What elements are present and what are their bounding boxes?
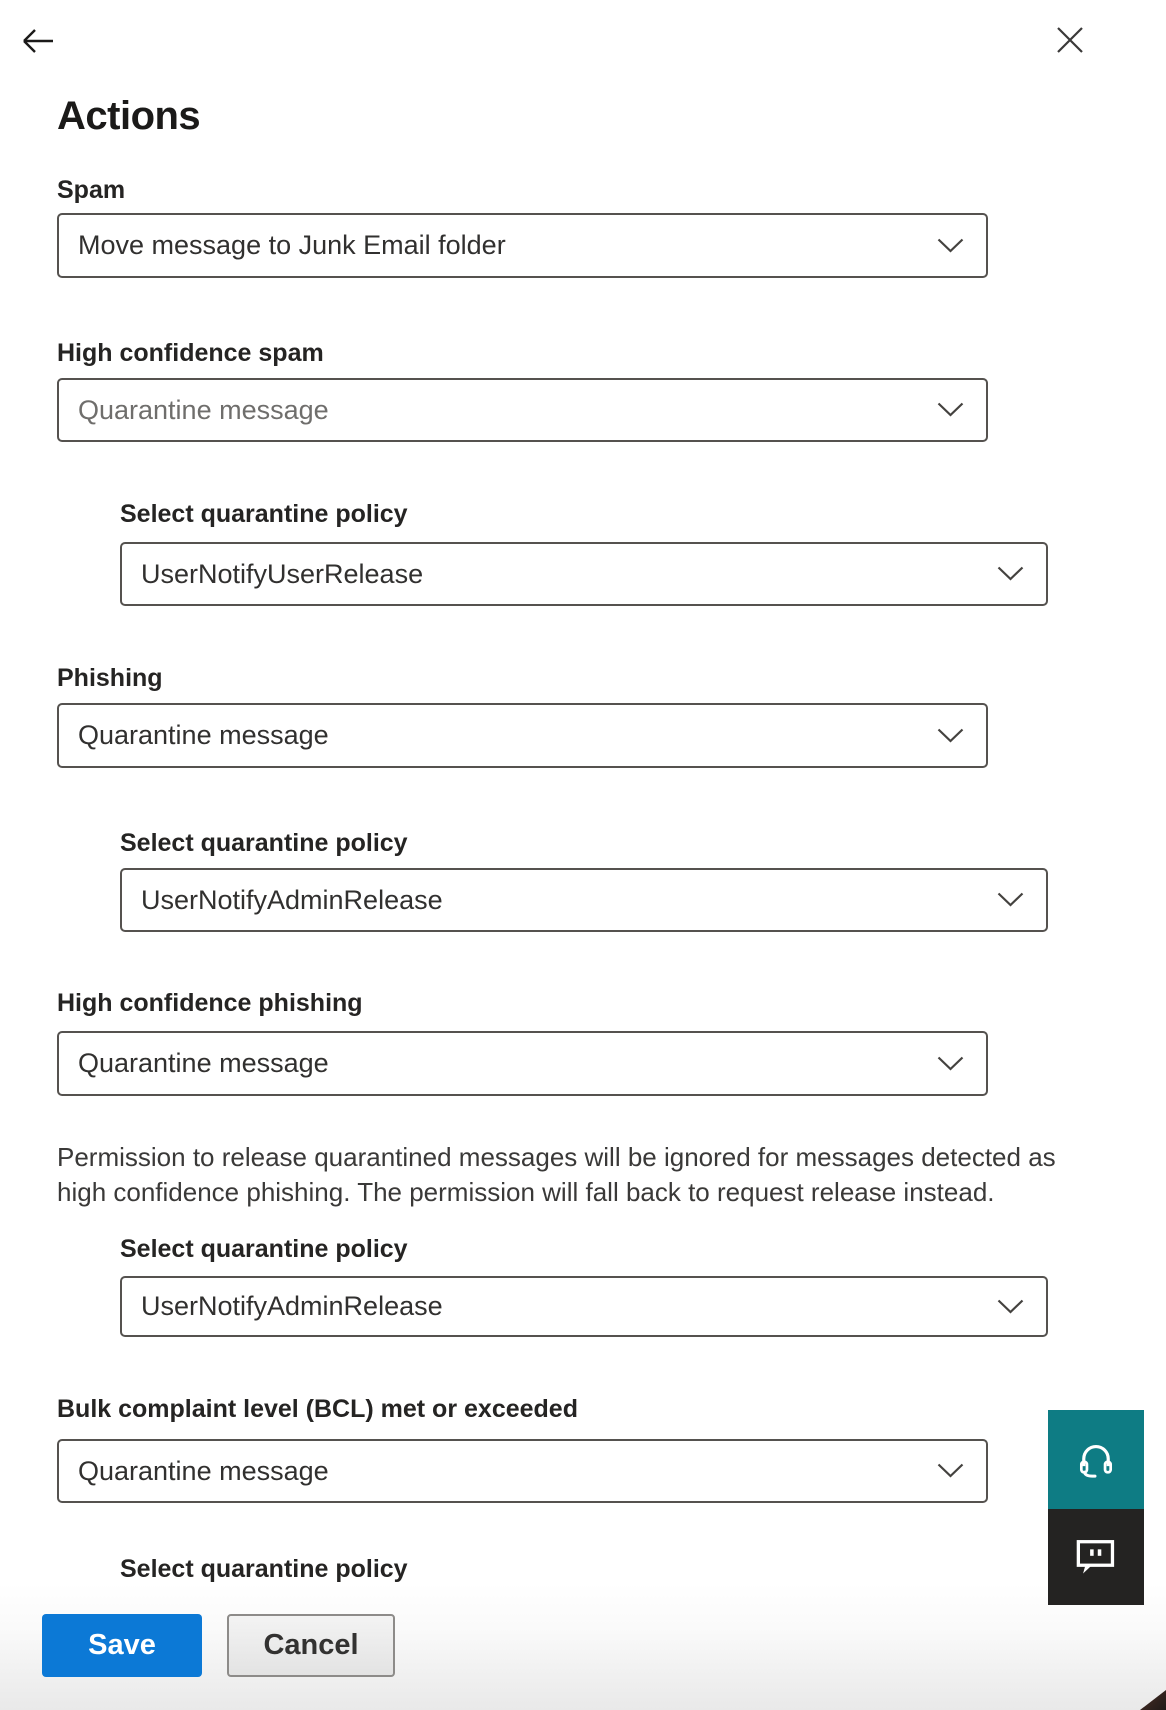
- headset-icon: [1074, 1438, 1118, 1482]
- feedback-button[interactable]: [1048, 1509, 1144, 1605]
- bcl-label: Bulk complaint level (BCL) met or exceeded: [57, 1395, 578, 1423]
- high-confidence-phishing-dropdown[interactable]: [57, 1031, 988, 1096]
- select-quarantine-policy-label-4-clipped: [120, 1556, 520, 1583]
- quarantine-policy-dropdown-1[interactable]: [120, 542, 1048, 606]
- select-quarantine-policy-label-3: Select quarantine policy: [120, 1235, 408, 1263]
- page-title: Actions: [57, 94, 201, 138]
- chevron-down-icon: [997, 892, 1024, 908]
- chevron-down-icon: [937, 1463, 964, 1479]
- support-button[interactable]: [1048, 1410, 1144, 1509]
- phishing-action-dropdown[interactable]: [57, 703, 988, 768]
- chat-bubble-icon: [1076, 1539, 1116, 1575]
- bcl-action-value: Quarantine message: [78, 1455, 329, 1486]
- spam-action-dropdown[interactable]: [57, 213, 988, 278]
- chevron-down-icon: [937, 1056, 964, 1072]
- save-button[interactable]: Save: [42, 1614, 202, 1677]
- close-icon: [1054, 25, 1086, 55]
- note-line-1: Permission to release quarantined messages will be ignored for messages detected as: [57, 1142, 1056, 1172]
- select-quarantine-policy-label-4: Select quarantine policy: [120, 1556, 408, 1583]
- high-confidence-phishing-value: Quarantine message: [78, 1048, 329, 1078]
- quarantine-policy-value-3: UserNotifyAdminRelease: [141, 1291, 443, 1321]
- high-confidence-spam-dropdown[interactable]: [57, 378, 988, 442]
- chevron-down-icon: [937, 238, 964, 254]
- back-button[interactable]: [20, 24, 56, 58]
- chevron-down-icon: [937, 402, 964, 418]
- chevron-down-icon: [997, 566, 1024, 582]
- chevron-down-icon: [997, 1299, 1024, 1315]
- cancel-button[interactable]: Cancel: [227, 1614, 395, 1677]
- quarantine-policy-dropdown-2[interactable]: [120, 868, 1048, 932]
- select-quarantine-policy-label-2: Select quarantine policy: [120, 829, 408, 857]
- quarantine-policy-value-2: UserNotifyAdminRelease: [141, 884, 443, 915]
- spam-label: Spam: [57, 176, 126, 204]
- phishing-label: Phishing: [57, 664, 163, 692]
- high-confidence-phishing-label: High confidence phishing: [57, 989, 363, 1017]
- high-confidence-phishing-note: [57, 1140, 1097, 1210]
- high-confidence-spam-label: High confidence spam: [57, 339, 324, 367]
- bcl-action-dropdown[interactable]: [57, 1439, 988, 1503]
- spam-action-value: Move message to Junk Email folder: [78, 230, 506, 260]
- note-line-2: high confidence phishing. The permission will fall back to request release instead.: [57, 1177, 995, 1207]
- select-quarantine-policy-label-1: Select quarantine policy: [120, 500, 408, 528]
- quarantine-policy-value-1: UserNotifyUserRelease: [141, 558, 424, 589]
- high-confidence-spam-value: Quarantine message: [78, 394, 329, 425]
- phishing-action-value: Quarantine message: [78, 720, 329, 750]
- quarantine-policy-dropdown-3[interactable]: [120, 1276, 1048, 1337]
- arrow-left-icon: [20, 24, 56, 58]
- chevron-down-icon: [937, 728, 964, 744]
- close-button[interactable]: [1054, 25, 1086, 55]
